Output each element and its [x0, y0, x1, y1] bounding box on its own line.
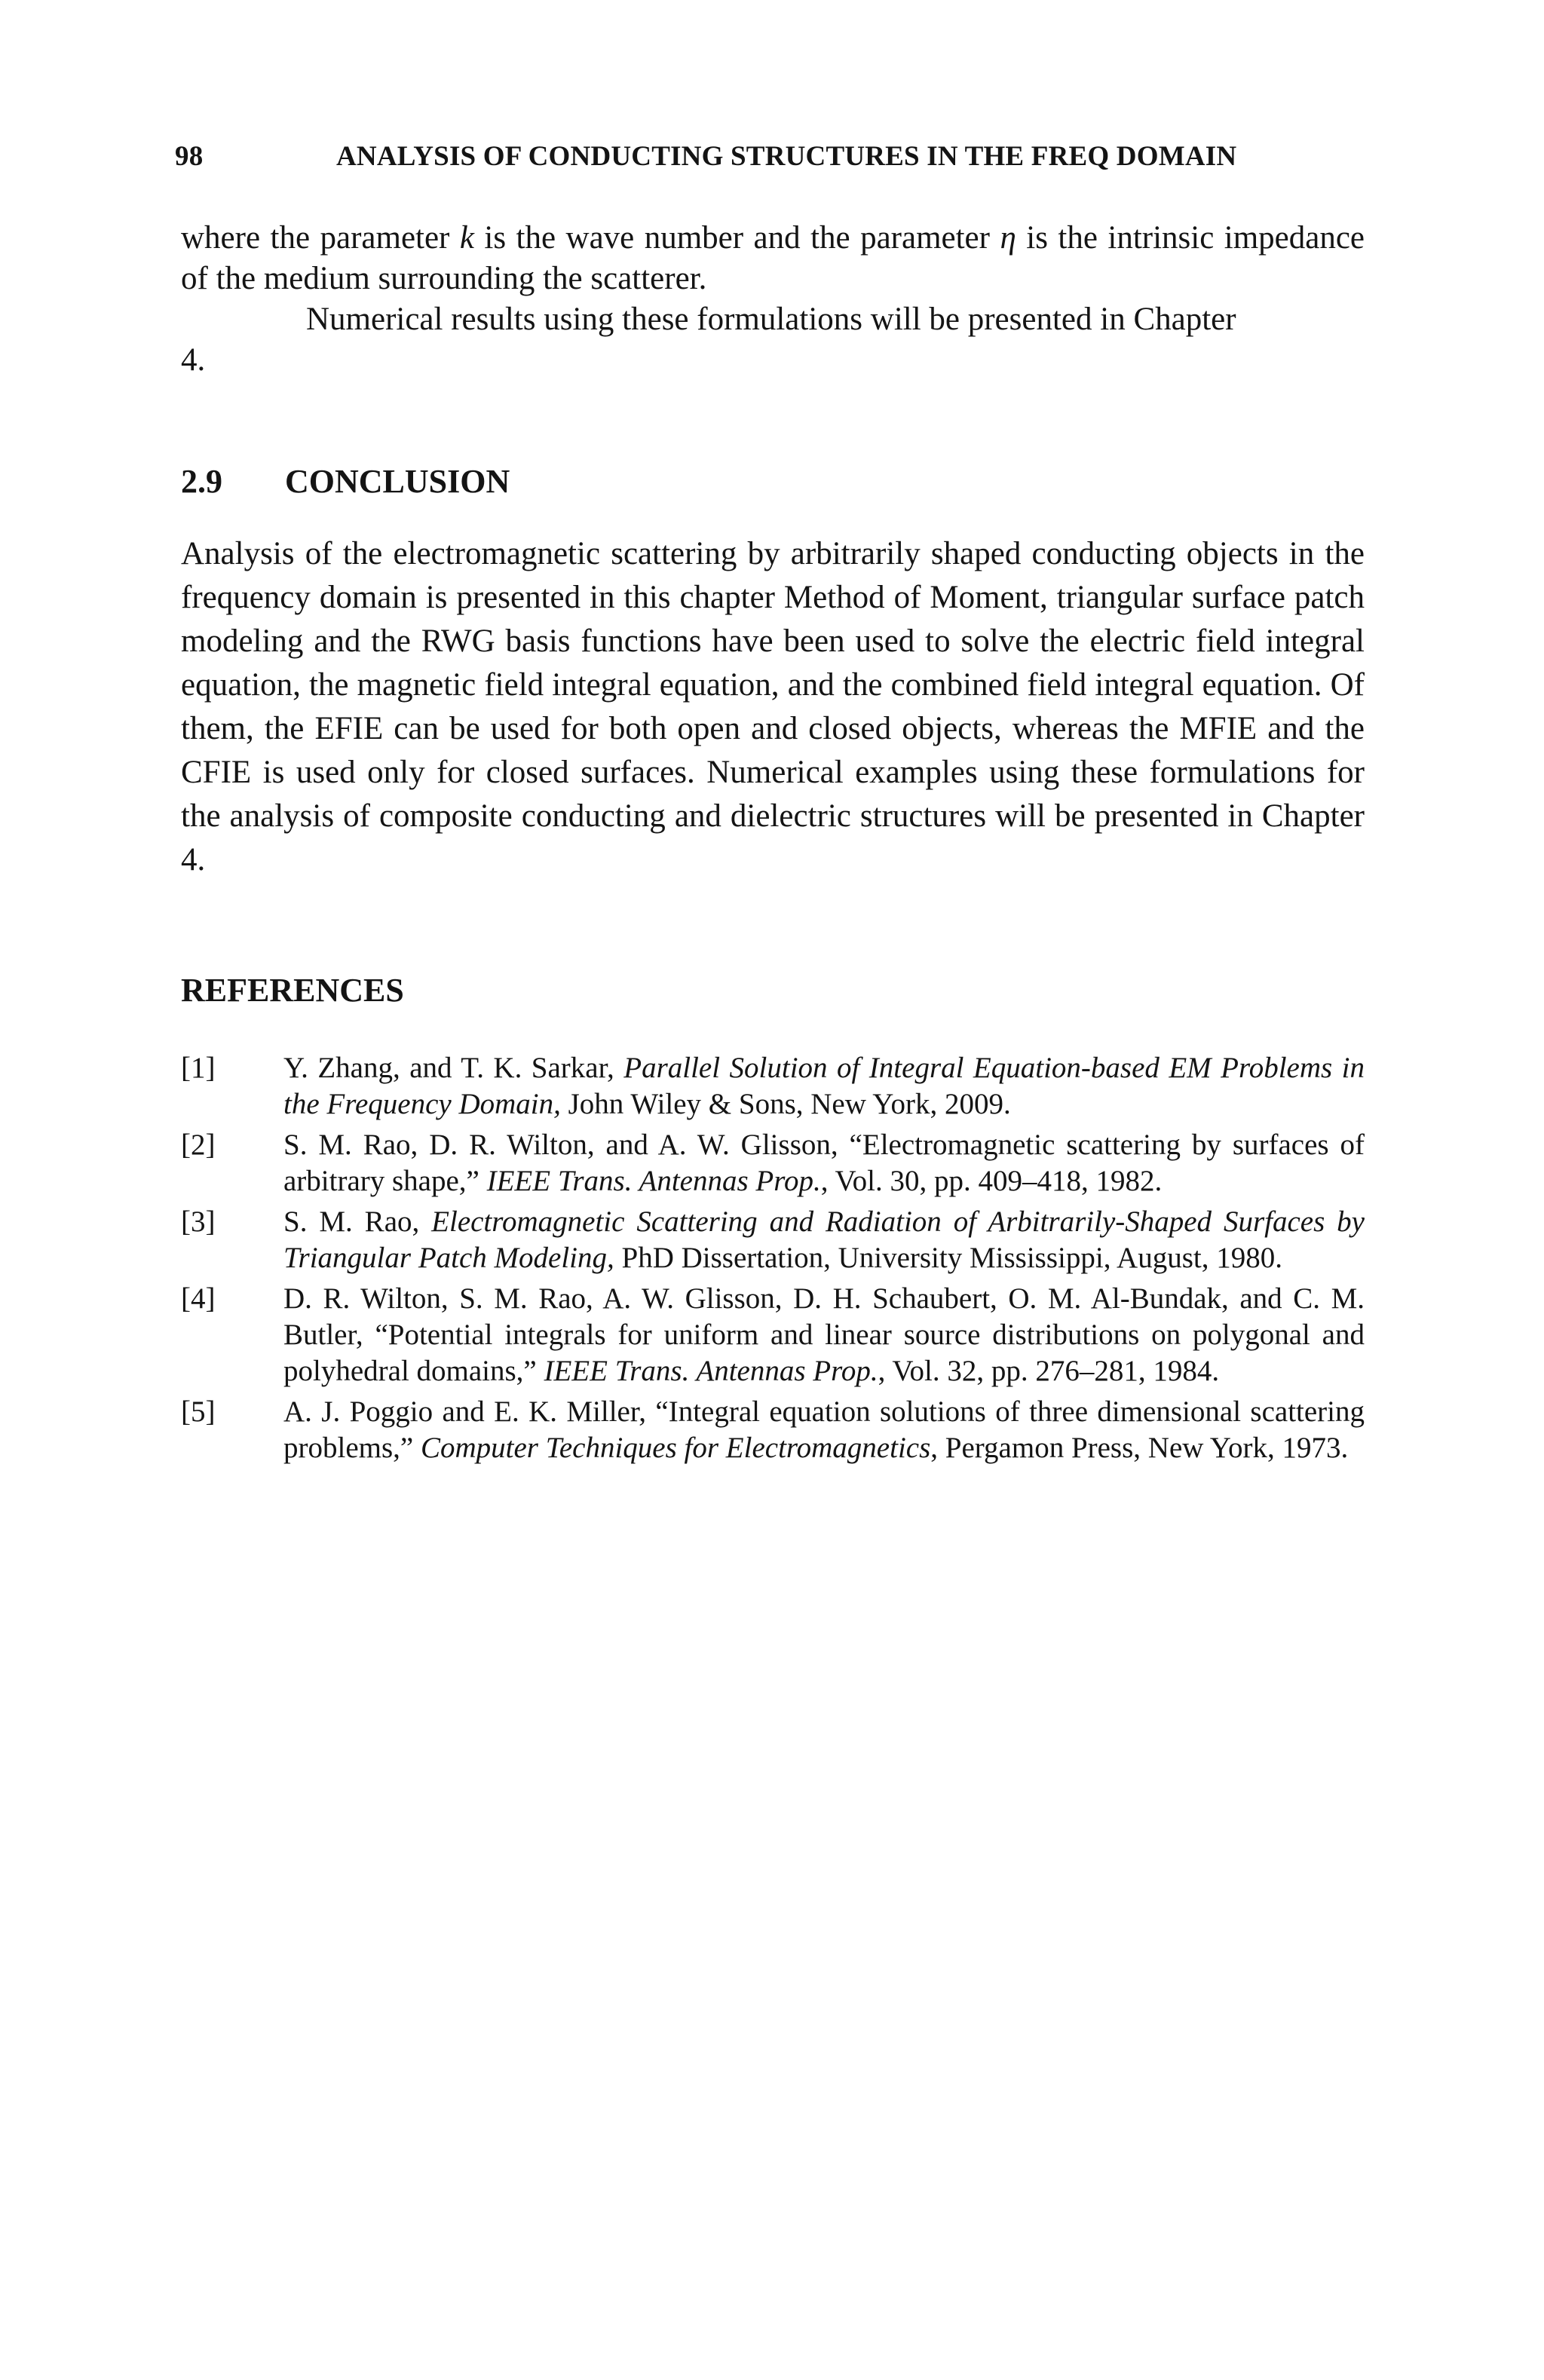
reference-authors: Y. Zhang, and T. K. Sarkar,: [283, 1052, 624, 1084]
reference-text: [283, 1394, 1365, 1466]
reference-text: [283, 1281, 1365, 1389]
reference-text: [283, 1204, 1365, 1276]
intro-text: [181, 218, 1365, 381]
reference-item: [181, 1127, 1365, 1199]
intro-paragraph-2: Numerical results using these formulations will be presented in Chapter: [306, 302, 1236, 337]
reference-number: [5]: [181, 1395, 216, 1428]
reference-publication: , Pergamon Press, New York, 1973.: [930, 1432, 1349, 1464]
book-page: [175, 140, 1365, 1471]
reference-journal: IEEE Trans. Antennas Prop.: [544, 1355, 878, 1387]
reference-item: [181, 1394, 1365, 1466]
reference-item: [181, 1204, 1365, 1276]
section-number: 2.9: [181, 463, 222, 500]
reference-text: [283, 1050, 1365, 1123]
reference-number: [3]: [181, 1205, 216, 1238]
page-number: 98: [175, 141, 204, 172]
reference-text: [283, 1127, 1365, 1199]
symbol-k: k: [459, 220, 474, 256]
running-title: ANALYSIS OF CONDUCTING STRUCTURES IN THE FREQ DOMAIN: [336, 141, 1237, 172]
reference-publication: , Vol. 30, pp. 409–418, 1982.: [820, 1165, 1163, 1197]
reference-publication: PhD Dissertation, University Mississippi, August, 1980.: [614, 1242, 1282, 1274]
intro-paragraph-1: [181, 218, 1365, 299]
reference-authors: S. M. Rao, D. R. Wilton, and A. W. Glisson, “Electromagnetic scattering by surfaces of arbitrary shape,”: [283, 1129, 1365, 1197]
conclusion-paragraph: Analysis of the electromagnetic scattering by arbitrarily shaped conducting objects in the frequency domain is presented in this chapter Method of Moment, triangular surface patch modeling and the RWG basis functions have been used to solve the electric field integral equation, the magnetic field integral equation, and the combined field integral equation. Of them, the EFIE can be used for both open and closed objects, whereas the MFIE and the CFIE is used only for closed surfaces. Numerical examples using these formulations for the analysis of composite conducting and dielectric structures will be presented in Chapter 4.: [181, 536, 1365, 878]
intro-text-segment: is the intrinsic impedance of the medium surrounding the scatterer.: [181, 220, 1365, 296]
symbol-eta: η: [1000, 220, 1016, 256]
reference-item: [181, 1281, 1365, 1389]
reference-publication: John Wiley & Sons, New York, 2009.: [560, 1088, 1011, 1120]
intro-text-segment: is the wave number and the parameter: [473, 220, 1000, 256]
reference-list: [181, 1050, 1365, 1466]
reference-authors: D. R. Wilton, S. M. Rao, A. W. Glisson, D. H. Schaubert, O. M. Al-Bundak, and C. M. Butler, “Potential integrals for uniform and linear source distributions on polygonal and polyhedral domains,”: [283, 1282, 1365, 1387]
reference-title: Electromagnetic Scattering and Radiation of Arbitrarily-Shaped Surfaces by Triangular Patch Modeling,: [283, 1205, 1365, 1274]
reference-number: [2]: [181, 1129, 216, 1161]
running-header: [175, 140, 1365, 173]
reference-item: [181, 1050, 1365, 1123]
reference-number: [4]: [181, 1282, 216, 1315]
intro-paragraph-2-end: 4.: [181, 342, 206, 378]
section-title: CONCLUSION: [285, 463, 510, 500]
section-heading: [181, 462, 1365, 501]
references-heading: REFERENCES: [181, 972, 404, 1009]
reference-publication: , Vol. 32, pp. 276–281, 1984.: [878, 1355, 1220, 1387]
reference-title: Parallel Solution of Integral Equation-based EM Problems in the Frequency Domain,: [283, 1052, 1365, 1120]
intro-text-segment: where the parameter: [181, 220, 460, 256]
reference-number: [1]: [181, 1052, 216, 1084]
reference-authors: S. M. Rao,: [283, 1205, 432, 1238]
reference-journal: IEEE Trans. Antennas Prop.: [486, 1165, 821, 1197]
reference-book: Computer Techniques for Electromagnetics: [420, 1432, 931, 1464]
reference-authors: A. J. Poggio and E. K. Miller, “Integral equation solutions of three dimensional scattering problems,”: [283, 1395, 1365, 1464]
conclusion-body: [181, 532, 1365, 882]
